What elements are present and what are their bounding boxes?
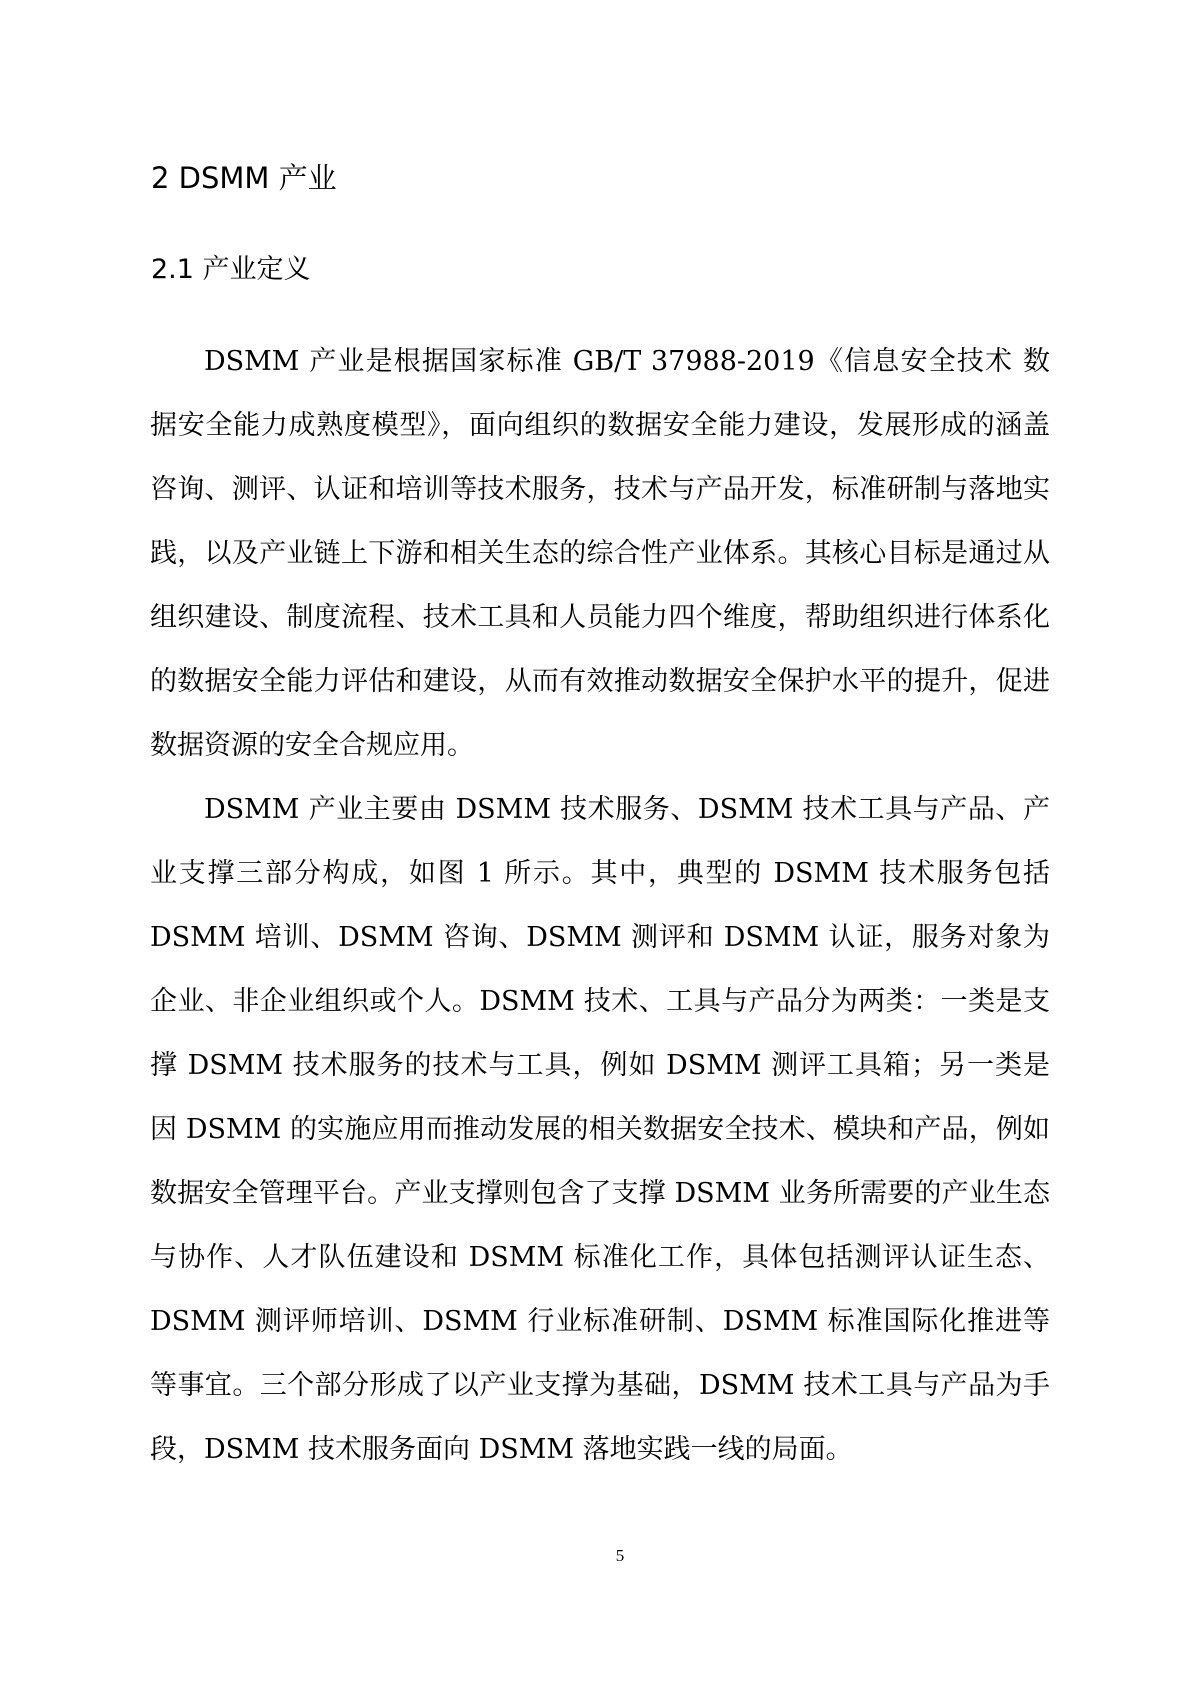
paragraph-definition: DSMM 产业是根据国家标准 GB/T 37988-2019《信息安全技术 数据安全能力成熟度模型》，面向组织的数据安全能力建设，发展形成的涵盖咨询、测评、认证和培训等技术服务，技术与产品开发，标准研制与落地实践，以及产业链上下游和相关生态的综合性产业体系。其核心目标是通过从组织建设、制度流程、技术工具和人员能力四个维度，帮助组织进行体系化的数据安全能力评估和建设，从而有效推动数据安全保护水平的提升，促进数据资源的安全合规应用。 [150,346,1050,761]
subsection-heading: 2.1 产业定义 [151,254,311,285]
page-number: 5 [615,1546,625,1565]
section-heading: 2 DSMM 产业 [151,161,337,195]
paragraph-composition: DSMM 产业主要由 DSMM 技术服务、DSMM 技术工具与产品、产业支撑三部分构成，如图 1 所示。其中，典型的 DSMM 技术服务包括 DSMM 培训、DSMM 咨询、DSMM 测评和 DSMM 认证，服务对象为企业、非企业组织或个人。DSMM 技术、工具与产品分为两类：一类是支撑 DSMM 技术服务的技术与工具，例如 DSMM 测评工具箱；另一类是因 DSMM 的实施应用而推动发展的相关数据安全技术、模块和产品，例如数据安全管理平台。产业支撑则包含了支撑 DSMM 业务所需要的产业生态与协作、人才队伍建设和 DSMM 标准化工作，具体包括测评认证生态、DSMM 测评师培训、DSMM 行业标准研制、DSMM 标准国际化推进等等事宜。三个部分形成了以产业支撑为基础，DSMM 技术工具与产品为手段，DSMM 技术服务面向 DSMM 落地实践一线的局面。 [150,794,1050,1465]
